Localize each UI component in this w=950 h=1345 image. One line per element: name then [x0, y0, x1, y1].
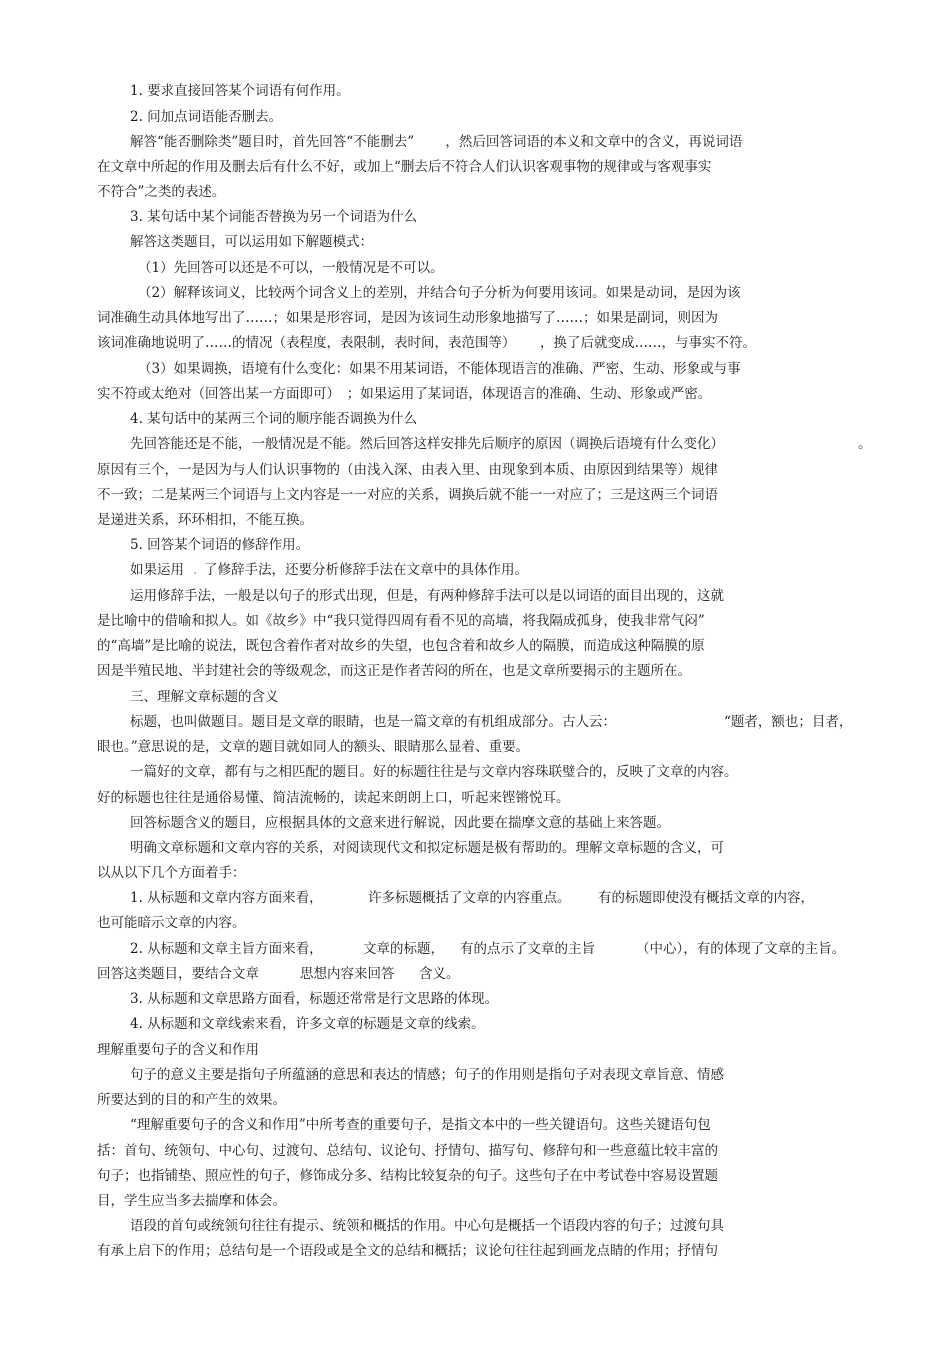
text-line: “题者，额也；目者， [724, 714, 853, 730]
text-line: 1. 要求直接回答某个词语有何作用。 [130, 83, 350, 99]
text-line: 回答这类题目，要结合文章 [97, 966, 259, 982]
text-line: 的“高墙”是比喻的说法，既包含着作者对故乡的失望，也包含着和故乡人的隔膜，而造成这种隔膜的原 [97, 638, 705, 654]
text-line: 句子；也指铺垫、照应性的句子，修饰成分多、结构比较复杂的句子。这些句子在中考试卷中容易设置题 [97, 1168, 718, 1184]
text-line: 先回答能还是不能，一般情况是不能。然后回答这样安排先后顺序的原因（调换后语境有什么变化） [130, 436, 724, 452]
text-line: 有的标题即使没有概括文章的内容， [598, 890, 814, 906]
text-line: 语段的首句或统领句往往有提示、统领和概括的作用。中心句是概括一个语段内容的句子；过渡句具 [130, 1218, 724, 1234]
text-line: （3）如果调换，语境有什么变化：如果不用某词语，不能体现语言的准确、严密、生动、形象或与事 [138, 361, 741, 377]
text-line: 眼也。”意思说的是，文章的题目就如同人的额头、眼睛那么显着、重要。 [97, 739, 530, 755]
text-line: 运用修辞手法，一般是以句子的形式出现，但是，有两种修辞手法可以是以词语的面目出现的，这就 [130, 588, 724, 604]
text-line: 。 [858, 436, 872, 452]
text-line: 思想内容来回答 [300, 966, 395, 982]
text-line: 1. 从标题和文章内容方面来看， [130, 890, 323, 906]
text-line: 不一致；二是某两三个词语与上文内容是一一对应的关系，调换后就不能一一对应了；三是这两三个词语 [97, 487, 718, 503]
text-line: 好的标题也往往是通俗易懂、简洁流畅的，读起来朗朗上口，听起来铿锵悦耳。 [97, 790, 570, 806]
text-line: 标题，也叫做题目。题目是文章的眼睛，也是一篇文章的有机组成部分。古人云： [130, 714, 616, 730]
text-line: 在文章中所起的作用及删去后有什么不好，或加上“删去后不符合人们认识客观事物的规律或与客观事实 [97, 159, 712, 175]
text-line: 原因有三个，一是因为与人们认识事物的（由浅入深、由表入里、由现象到本质、由原因到结果等）规律 [97, 462, 718, 478]
text-line: 三、理解文章标题的含义 [130, 689, 279, 705]
text-line: （中心），有的体现了文章的主旨。 [636, 941, 846, 957]
text-line: 有的点示了文章的主旨 [460, 941, 595, 957]
text-line: 解答这类题目，可以运用如下解题模式： [130, 234, 373, 250]
text-line: 了修辞手法，还要分析修辞手法在文章中的具体作用。 [204, 562, 528, 578]
text-line: 3. 从标题和文章思路方面看，标题还常常是行文思路的体现。 [130, 991, 499, 1007]
text-line: 如果运用 [130, 562, 184, 578]
text-line: 以从以下几个方面着手： [97, 865, 246, 881]
text-line: 不符合”之类的表述。 [97, 184, 226, 200]
text-line: 4. 从标题和文章线索来看，许多文章的标题是文章的线索。 [130, 1016, 485, 1032]
text-line: 词准确生动具体地写出了……；如果是形容词，是因为该词生动形象地描写了……；如果是副词，则因为 [97, 310, 718, 326]
text-line: 5. 回答某个词语的修辞作用。 [130, 537, 310, 553]
text-line: “理解重要句子的含义和作用”中所考查的重要句子，是指文本中的一些关键语句。这些关键语句包 [130, 1117, 711, 1133]
text-line: 有承上启下的作用；总结句是一个语段或是全文的总结和概括；议论句往往起到画龙点睛的作用；抒情句 [97, 1243, 718, 1259]
text-line: （1）先回答可以还是不可以，一般情况是不可以。 [138, 260, 444, 276]
text-line: 目，学生应当多去揣摩和体会。 [97, 1193, 286, 1209]
text-line: 括：首句、统领句、中心句、过渡句、总结句、议论句、抒情句、描写句、修辞句和一些意蕴比较丰富的 [97, 1143, 718, 1159]
text-line: 一篇好的文章，都有与之相匹配的题目。好的标题往往是与文章内容珠联璧合的，反映了文章的内容。 [130, 764, 738, 780]
text-line: . [193, 562, 198, 578]
text-line: 也可能暗示文章的内容。 [97, 915, 246, 931]
text-line: 含义。 [419, 966, 460, 982]
text-line: 句子的意义主要是指句子所蕴涵的意思和表达的情感；句子的作用则是指句子对表现文章旨意、情感 [130, 1067, 724, 1083]
text-line: 该词准确地说明了……的情况（表程度，表限制，表时间，表范围等） ，换了后就变成……，与事实不符。 [97, 335, 757, 351]
text-line: 是比喻中的借喻和拟人。如《故乡》中“我只觉得四周有看不见的高墙，将我隔成孤身，使我非常气闷” [97, 613, 705, 629]
text-line: 2. 从标题和文章主旨方面来看， [130, 941, 323, 957]
text-line: 因是半殖民地、半封建社会的等级观念，而这正是作者苦闷的所在，也是文章所要揭示的主题所在。 [97, 663, 691, 679]
text-line: （2）解释该词义，比较两个词含义上的差别，并结合句子分析为何要用该词。如果是动词，是因为该 [138, 285, 741, 301]
text-line: 文章的标题， [363, 941, 444, 957]
text-line: 所要达到的目的和产生的效果。 [97, 1092, 286, 1108]
text-line: 回答标题含义的题目，应根据具体的文意来进行解说，因此要在揣摩文意的基础上来答题。 [130, 815, 670, 831]
text-line: 是递进关系，环环相扣，不能互换。 [97, 512, 313, 528]
text-line: 理解重要句子的含义和作用 [97, 1042, 259, 1058]
text-line: 4. 某句话中的某两三个词的顺序能否调换为什么 [130, 411, 418, 427]
text-line: 许多标题概括了文章的内容重点。 [368, 890, 571, 906]
text-line: 3. 某句话中某个词能否替换为另一个词语为什么 [130, 209, 418, 225]
text-line: 明确文章标题和文章内容的关系，对阅读现代文和拟定标题是极有帮助的。理解文章标题的含义，可 [130, 840, 724, 856]
text-line: 解答“能否删除类”题目时，首先回答“不能删去” ，然后回答词语的本义和文章中的含义，再说词语 [130, 134, 743, 150]
text-line: 2. 问加点词语能否删去。 [130, 109, 283, 125]
text-line: 实不符或太绝对（回答出某一方面即可） ；如果运用了某词语，体现语言的准确、生动、形象或严密。 [97, 386, 712, 402]
